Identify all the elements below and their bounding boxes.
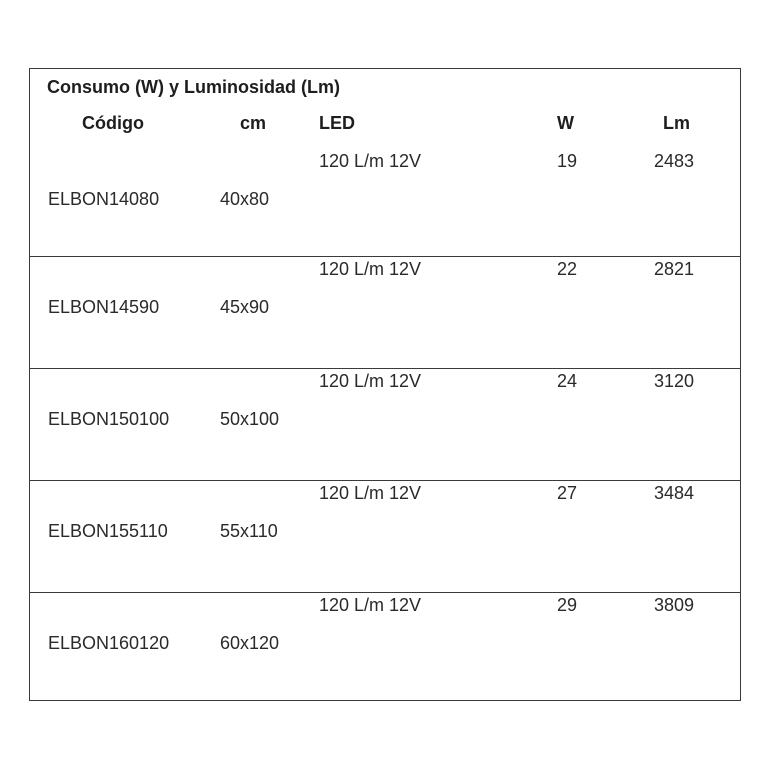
consumption-table [29,68,741,701]
cell-lm: 3120 [654,371,695,391]
cell-lm: 2483 [654,151,695,171]
cell-led: 120 L/m 12V [319,151,422,171]
table-row [30,592,740,704]
table-title: Consumo (W) y Luminosidad (Lm) [47,77,340,97]
header-codigo: Código [82,113,144,133]
cell-led: 120 L/m 12V [319,371,422,391]
cell-cm: 45x90 [220,297,270,317]
cell-cm: 55x110 [220,521,278,541]
cell-codigo: ELBON160120 [48,633,170,653]
cell-w: 22 [557,259,578,279]
cell-codigo: ELBON14080 [48,189,160,209]
cell-led: 120 L/m 12V [319,259,422,279]
cell-lm: 3484 [654,483,695,503]
cell-w: 24 [557,371,578,391]
cell-cm: 40x80 [220,189,270,209]
cell-cm: 60x120 [220,633,280,653]
header-w: W [557,113,574,133]
cell-codigo: ELBON150100 [48,409,170,429]
table-header-row [30,113,740,137]
table-row [30,480,740,592]
cell-lm: 3809 [654,595,695,615]
cell-lm: 2821 [654,259,695,279]
table-row [30,149,740,261]
table-row [30,256,740,368]
cell-led: 120 L/m 12V [319,595,422,615]
header-cm: cm [240,113,267,133]
cell-cm: 50x100 [220,409,280,429]
table-row [30,368,740,480]
cell-codigo: ELBON14590 [48,297,160,317]
cell-w: 27 [557,483,578,503]
cell-led: 120 L/m 12V [319,483,422,503]
cell-w: 19 [557,151,578,171]
cell-w: 29 [557,595,578,615]
header-led: LED [319,113,355,133]
cell-codigo: ELBON155110 [48,521,168,541]
header-lm: Lm [663,113,690,133]
